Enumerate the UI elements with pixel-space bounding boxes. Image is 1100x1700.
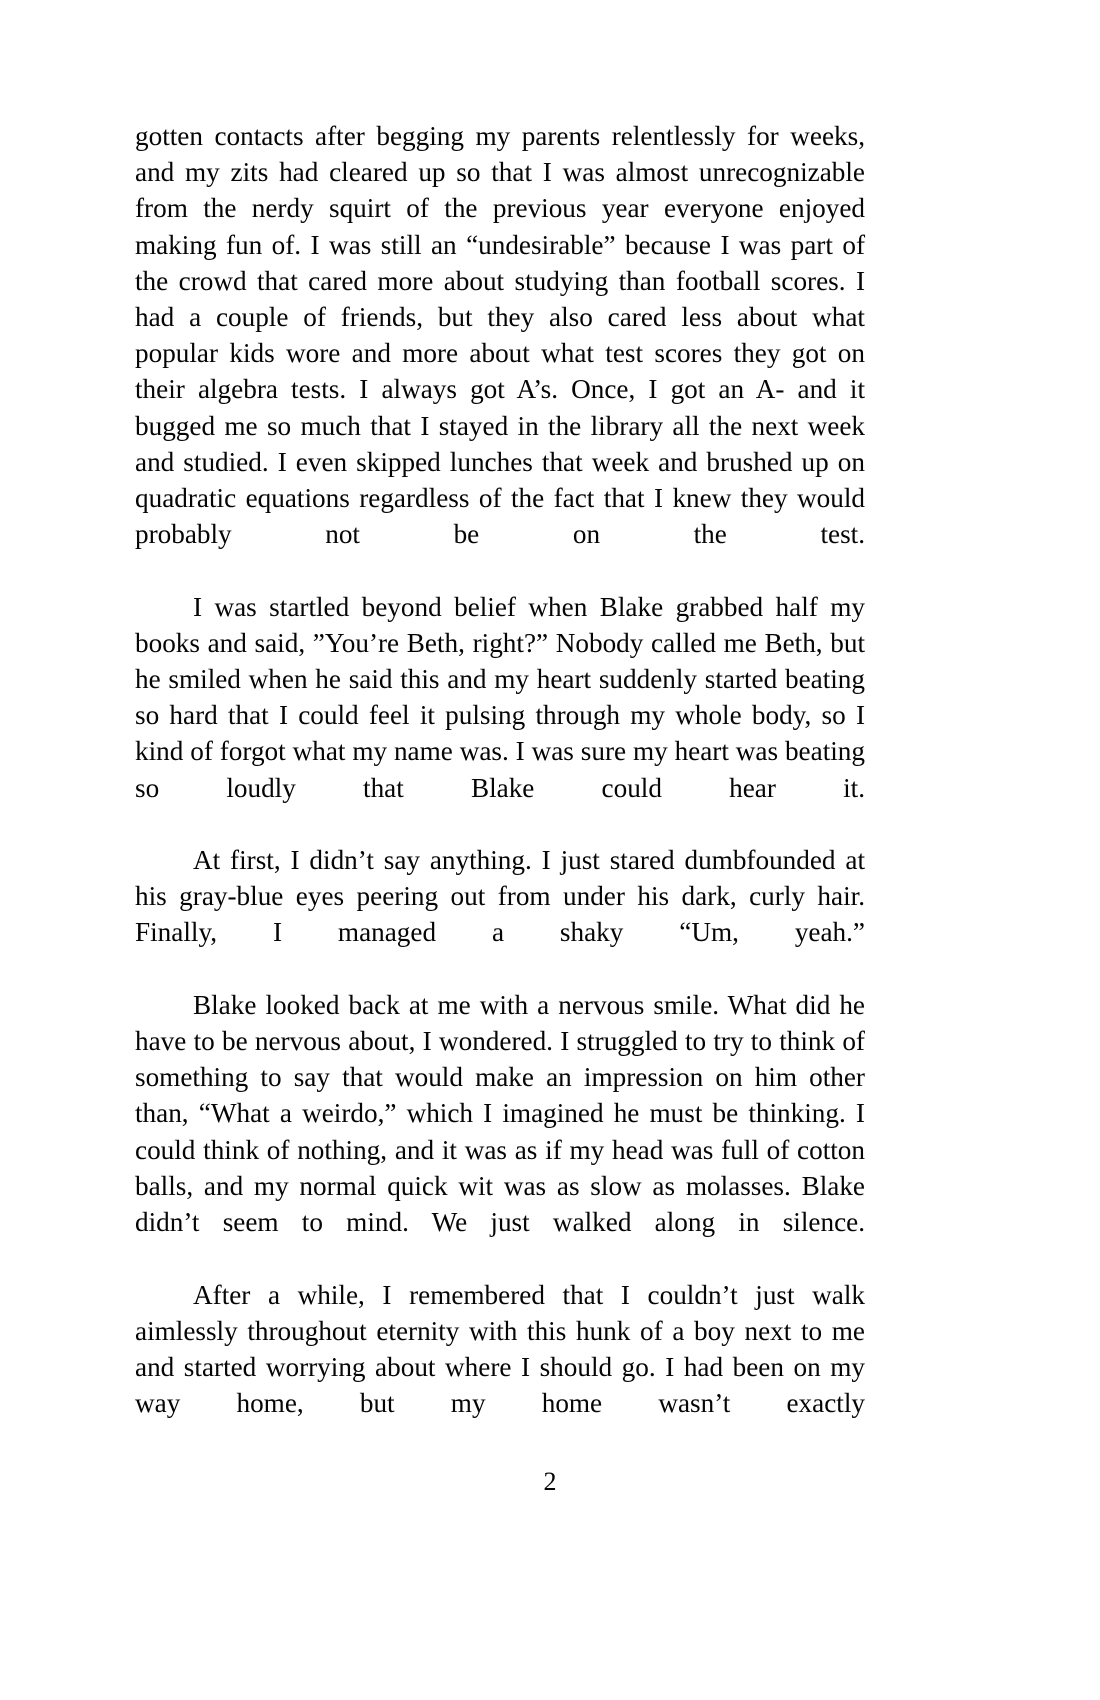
- paragraph-blake-looked: Blake looked back at me with a nervous smile. What did he have to be nervous about, I wondered. I struggled to try to think of something to say that would make an impression on him other than, “What a weirdo,” which I imagined he must be thinking. I could think of nothing, and it was as if my head was full of cotton balls, and my normal quick wit was as slow as molasses. Blake didn’t seem to mind. We just walked along in silence.: [135, 989, 865, 1238]
- paragraph-continued: gotten contacts after begging my parents relentlessly for weeks, and my zits had cleared up so that I was almost unrecognizable from the nerdy squirt of the previous year everyone enjoyed making fun of. I was still an “undesirable” because I was part of the crowd that cared more about studying than football scores. I had a couple of friends, but they also cared less about what popular kids wore and more about what test scores they got on their algebra tests. I always got A’s. Once, I got an A- and it bugged me so much that I stayed in the library all the next week and studied. I even skipped lunches that week and brushed up on quadratic equations regardless of the fact that I knew they would probably not be on the test.: [135, 121, 865, 550]
- body-text-column: [135, 118, 865, 1458]
- paragraph-startled: I was startled beyond belief when Blake grabbed half my books and said, ”You’re Beth, right?” Nobody called me Beth, but he smiled when he said this and my heart suddenly started beating so hard that I could feel it pulsing through my whole body, so I kind of forgot what my name was. I was sure my heart was beating so loudly that Blake could hear it.: [135, 591, 865, 803]
- paragraph-after-a-while: After a while, I remembered that I couldn’t just walk aimlessly throughout eternity with this hunk of a boy next to me and started worrying about where I should go. I had been on my way home, but my home wasn’t exactly: [135, 1279, 865, 1419]
- paragraph-at-first: At first, I didn’t say anything. I just stared dumbfounded at his gray-blue eyes peering out from under his dark, curly hair. Finally, I managed a shaky “Um, yeah.”: [135, 845, 865, 948]
- page-number: 2: [543, 1467, 557, 1496]
